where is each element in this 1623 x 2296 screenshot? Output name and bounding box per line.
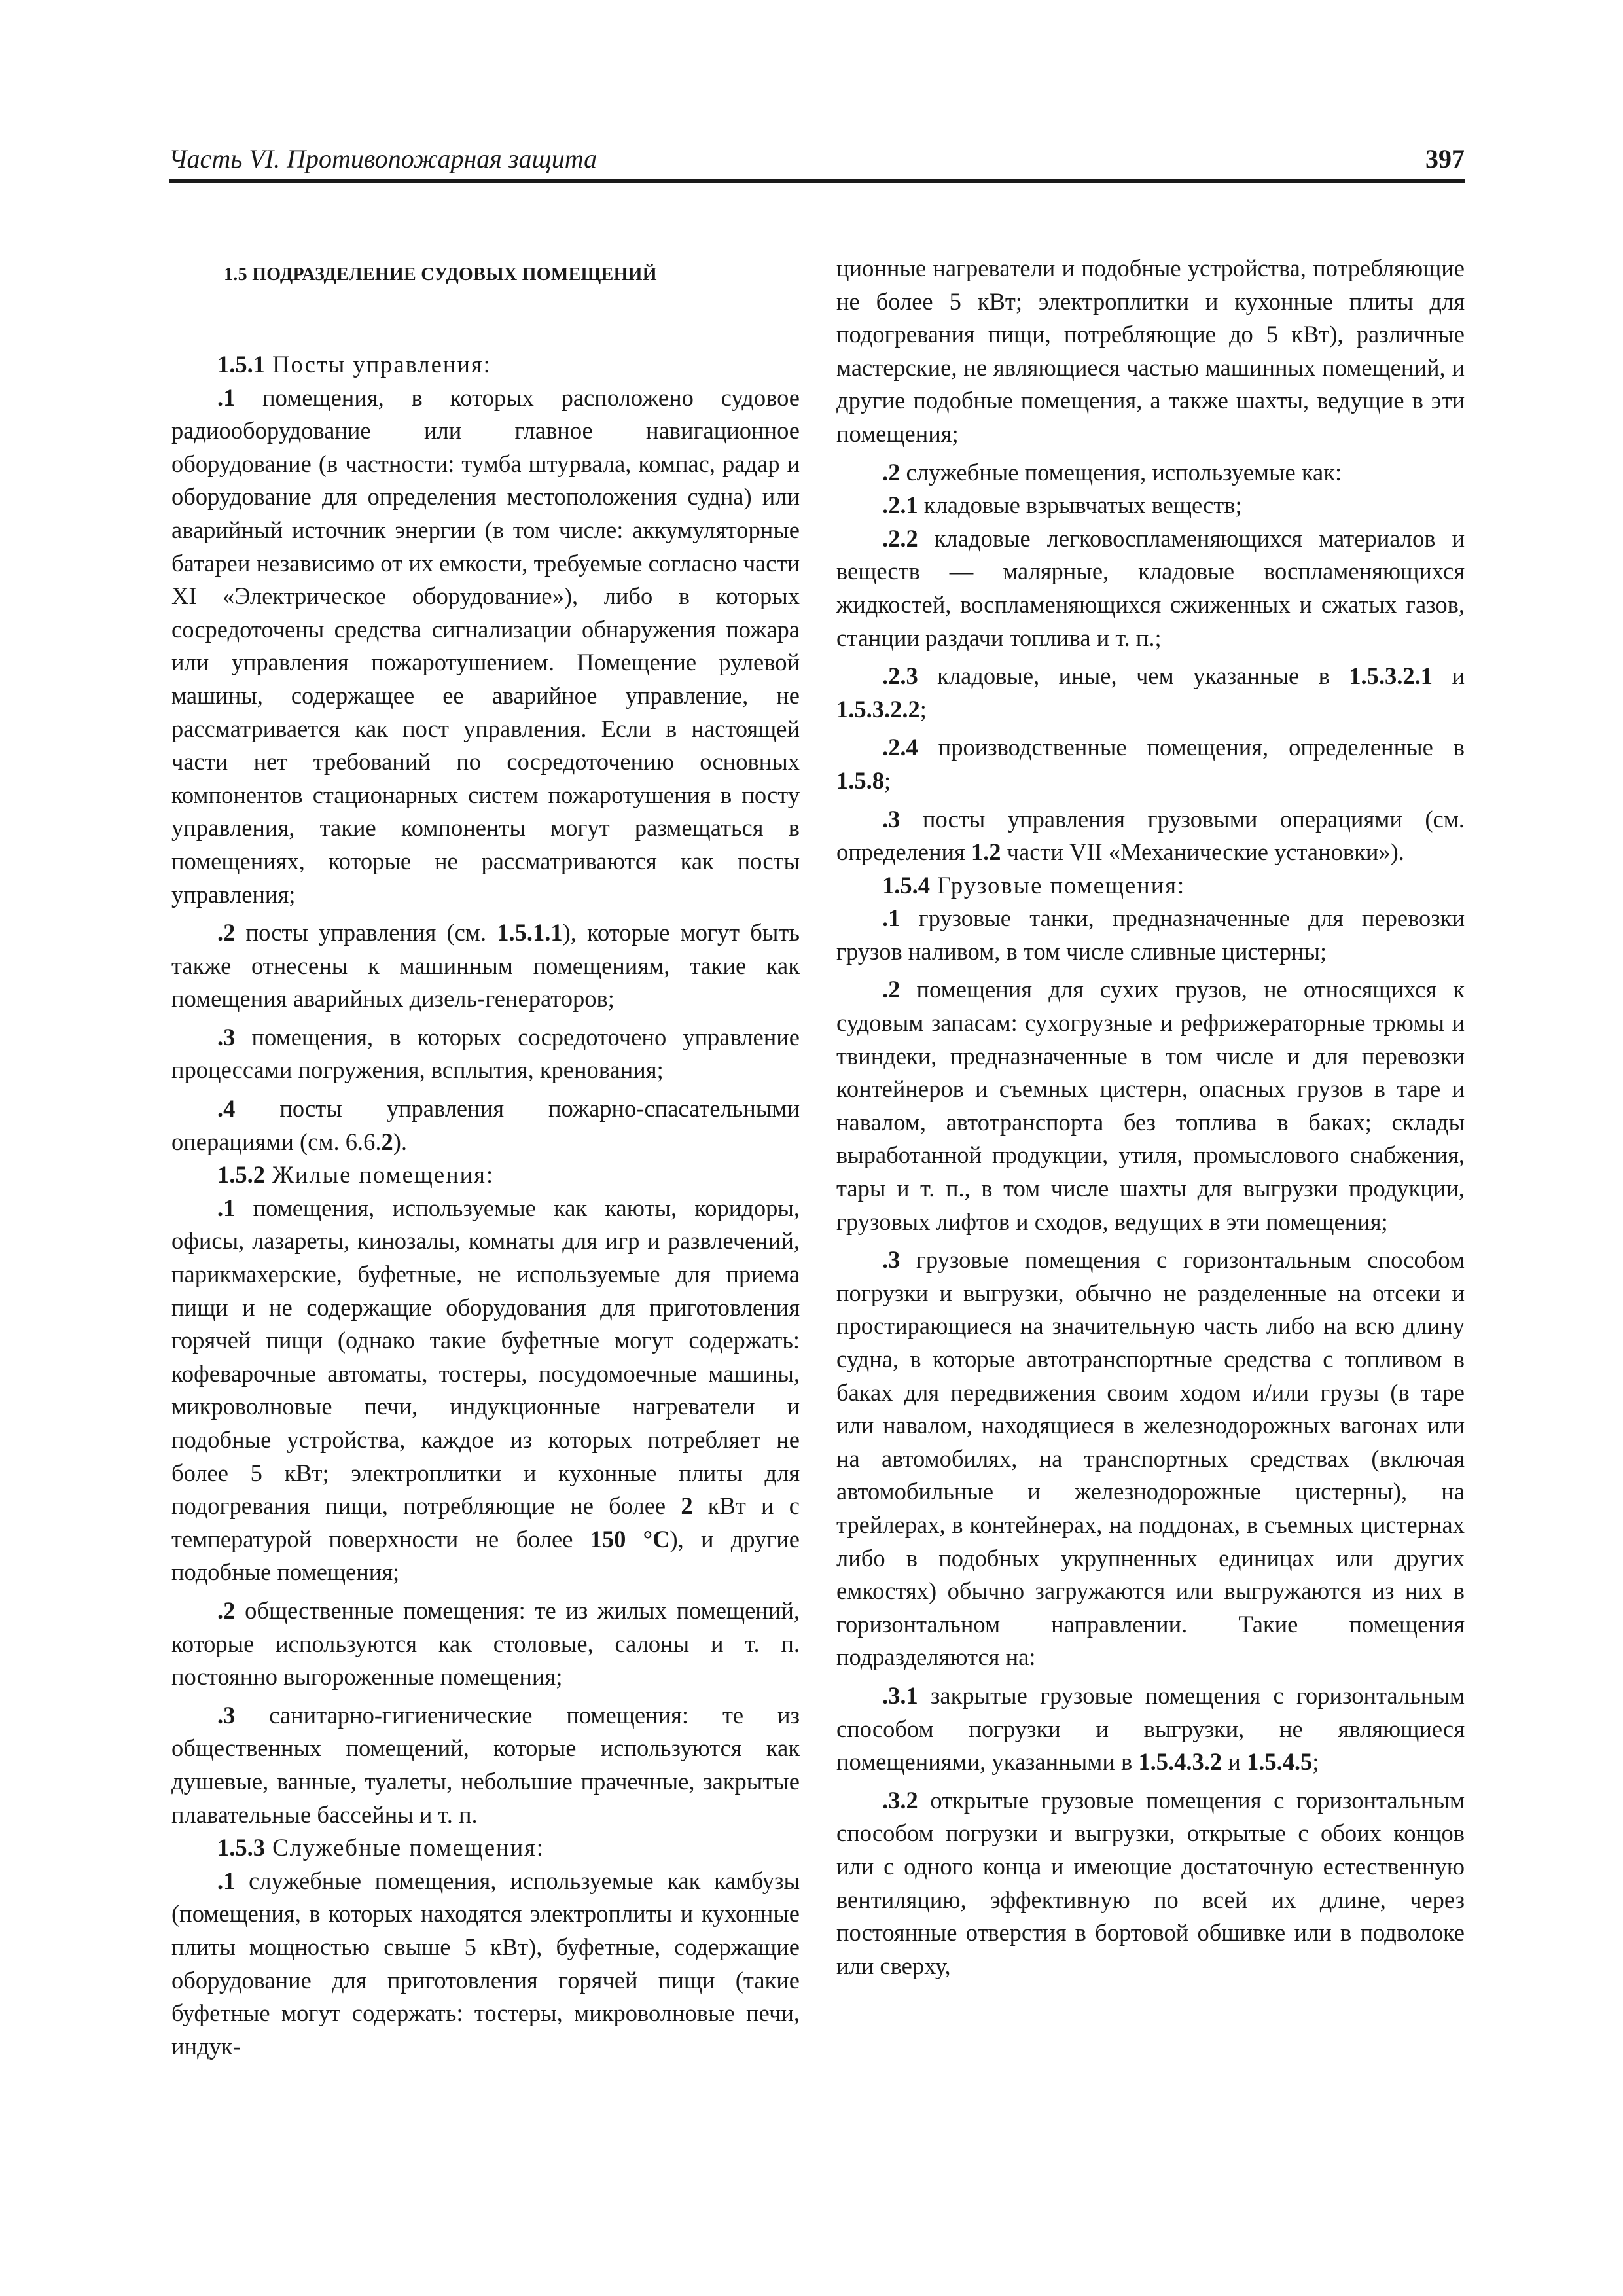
paragraph-text: служебные помещения, используемые как камбузы (помещения, в которых находятся электроплиты и кухонные плиты мощностью свыше 5 кВт), буфетные, содержащие оборудование для приготовления горячей пищи (такие буфетные могут содержать: тостеры, микроволновые печи, индук-: [171, 1867, 800, 2060]
paragraph-text: ;: [1312, 1748, 1319, 1776]
cross-reference: 1.2: [971, 838, 1001, 866]
paragraph-text: грузовые помещения с горизонтальным способом погрузки и выгрузки, обычно не разделенные на отсеки и простирающиеся на значительную часть либо на всю длину судна, в которые автотранспортные средства с топливом в баках для передвижения своим ходом и/или грузы (в таре или навалом, находящиеся в железнодорожных вагонах или на автомобилях, на транспортных средствах (включая автомобильные и железнодорожные цистерны), на трейлерах, в контейнерах, на поддонах, в съемных цистернах либо в подобных укрупненных единицах или других емкостях) обычно загружаются или выгружаются из них в горизонтальном направлении. Такие помещения подразделяются на:: [836, 1246, 1465, 1671]
cross-reference: 1.5.3.2.2: [836, 695, 920, 723]
left-column: [171, 252, 800, 2063]
item-number: .4: [217, 1095, 236, 1122]
item-number: .2.2: [882, 524, 918, 552]
cross-reference: 1.5.1.1: [497, 919, 563, 946]
subsection-number: 1.5.1: [217, 351, 265, 378]
item-number: .1: [217, 1194, 236, 1221]
paragraph: [836, 660, 1465, 726]
subsection-name: Служебные помещения:: [265, 1834, 545, 1861]
paragraph: [171, 1865, 800, 2064]
paragraph-text: помещения, в которых расположено судовое радиооборудование или главное навигационное оборудование (в частности: тумба штурвала, компас, радар и оборудование для определения местоположения судна) или аварийный источник энергии (в том числе: аккумуляторные батареи независимо от их емкости, требуемые согласно части XI «Электрическое оборудование»), либо в которых сосредоточены средства сигнализации обнаружения пожара или управления пожаротушением. Помещение рулевой машины, содержащее ее аварийное управление, не рассматривается как пост управления. Если в настоящей части нет требований по сосредоточению основных компонентов стационарных систем пожаротушения в посту управления, такие компоненты могут размещаться в помещениях, которые не рассматриваются как посты управления;: [171, 384, 800, 908]
paragraph-text: посты управления (см.: [235, 919, 497, 946]
cross-reference: 1.5.3.2.1: [1349, 662, 1433, 690]
item-number: .3: [217, 1701, 236, 1729]
header-title: Часть VI. Противопожарная защита: [169, 144, 597, 173]
value: 2: [681, 1492, 693, 1520]
paragraph-continuation: [836, 252, 1465, 451]
subsection-name: Посты управления:: [265, 351, 491, 378]
subsection-title-1-5-1: [171, 348, 800, 382]
item-number: .2: [217, 919, 236, 946]
item-number: .3: [882, 1246, 901, 1274]
item-number: .2.3: [882, 662, 918, 690]
paragraph: [836, 1784, 1465, 1983]
paragraph-text: грузовые танки, предназначенные для перевозки грузов наливом, в том числе сливные цистерны;: [836, 905, 1465, 965]
item-number: .2.4: [882, 734, 918, 761]
paragraph-text: помещения, в которых сосредоточено управление процессами погружения, всплытия, кренования;: [171, 1023, 800, 1084]
paragraph: [171, 916, 800, 1016]
item-number: .2: [217, 1596, 236, 1624]
value: 150 °С: [590, 1525, 670, 1552]
paragraph-text: посты управления грузовыми операциями (см. определения: [836, 805, 1465, 866]
paragraph-text: и: [1433, 662, 1465, 690]
item-number: .2: [882, 976, 901, 1003]
paragraph-text: и: [1222, 1748, 1247, 1776]
paragraph: [171, 1699, 800, 1831]
paragraph-text: ционные нагреватели и подобные устройства, потребляющие не более 5 кВт; электроплитки и кухонные плиты для подогревания пищи, потребляющие до 5 кВт), различные мастерские, не являющиеся частью машинных помещений, и другие подобные помещения, а также шахты, ведущие в эти помещения;: [836, 255, 1465, 447]
paragraph-text: ), которые могут быть также отнесены к машинным помещениям, такие как помещения аварийных дизель-генераторов;: [171, 919, 800, 1013]
paragraph-text: закрытые грузовые помещения с горизонтальным способом погрузки и выгрузки, не являющиеся помещениями, указанными в: [836, 1681, 1465, 1776]
paragraph-text: посты управления пожарно-спасательными операциями (см. 6.6.: [171, 1095, 800, 1155]
paragraph-text: помещения для сухих грузов, не относящихся к судовым запасам: сухогрузные и рефрижераторные трюмы и твиндеки, предназначенные в том числе и для перевозки контейнеров и съемных цистерн, опасных грузов в таре и навалом, автотранспорта без топлива в баках; склады выработанной продукции, утиля, промыслового снабжения, тары и т. п., в том числе шахты для выгрузки продукции, грузовых лифтов и сходов, ведущих в эти помещения;: [836, 976, 1465, 1235]
paragraph-text: помещения, используемые как каюты, коридоры, офисы, лазареты, кинозалы, комнаты для игр и развлечений, парикмахерские, буфетные, не используемые для приема пищи и не содержащие оборудования для приготовления горячей пищи (однако такие буфетные могут содержать: кофеварочные автоматы, тостеры, посудомоечные машины, микроволновые печи, индукционные нагреватели и подобные устройства, каждое из которых потребляет не более 5 кВт; электроплитки и кухонные плиты для подогревания пищи, потребляющие не более: [171, 1194, 800, 1520]
paragraph: [836, 489, 1465, 522]
paragraph: [836, 803, 1465, 869]
paragraph: [171, 1021, 800, 1087]
paragraph-text: санитарно-гигиенические помещения: те из общественных помещений, которые используются как душевые, ванные, туалеты, небольшие прачечные, закрытые плавательные бассейны и т. п.: [171, 1701, 800, 1828]
paragraph: [836, 731, 1465, 797]
right-column: [836, 252, 1465, 1982]
subsection-number: 1.5.4: [882, 871, 930, 899]
subsection-name: Грузовые помещения:: [930, 871, 1186, 899]
page-number: 397: [1425, 144, 1465, 173]
paragraph-text: общественные помещения: те из жилых помещений, которые используются как столовые, салоны и т. п. постоянно выгороженные помещения;: [171, 1596, 800, 1691]
cross-reference: 2: [381, 1128, 393, 1155]
item-number: .3: [882, 805, 901, 833]
running-header: [169, 140, 1465, 183]
cross-reference: 1.5.4.5: [1246, 1748, 1313, 1776]
paragraph-text: ;: [884, 766, 891, 794]
subsection-title-1-5-3: [171, 1831, 800, 1865]
paragraph: [171, 1192, 800, 1589]
paragraph: [171, 382, 800, 912]
paragraph: [836, 456, 1465, 490]
subsection-title-1-5-4: [836, 869, 1465, 903]
paragraph: [836, 1679, 1465, 1779]
cross-reference: 1.5.8: [836, 766, 884, 794]
paragraph-text: кладовые, иные, чем указанные в: [918, 662, 1349, 690]
paragraph: [171, 1594, 800, 1694]
paragraph-text: открытые грузовые помещения с горизонтальным способом погрузки и выгрузки, открытые с обоих концов или с одного конца и имеющие достаточную естественную вентиляцию, эффективную по всей их длине, через постоянные отверстия в бортовой обшивке или в подволоке или сверху,: [836, 1786, 1465, 1979]
paragraph: [171, 1092, 800, 1158]
paragraph: [836, 902, 1465, 968]
item-number: .3.2: [882, 1786, 918, 1814]
item-number: .2.1: [882, 492, 918, 519]
paragraph-text: кВт и с температурой поверхности не более: [171, 1492, 800, 1552]
paragraph: [836, 973, 1465, 1238]
section-heading: 1.5 ПОДРАЗДЕЛЕНИЕ СУДОВЫХ ПОМЕЩЕНИЙ: [224, 264, 657, 285]
paragraph-text: ), и другие подобные помещения;: [171, 1525, 800, 1586]
paragraph: [836, 1244, 1465, 1674]
paragraph-text: части VII «Механические установки»).: [1001, 838, 1404, 866]
paragraph-text: производственные помещения, определенные в: [918, 734, 1465, 761]
paragraph-text: кладовые взрывчатых веществ;: [918, 492, 1242, 519]
cross-reference: 1.5.4.3.2: [1138, 1748, 1222, 1776]
subsection-number: 1.5.2: [217, 1161, 265, 1189]
subsection-number: 1.5.3: [217, 1834, 265, 1861]
paragraph-text: ).: [393, 1128, 408, 1155]
paragraph-text: ;: [919, 695, 927, 723]
item-number: .3.1: [882, 1681, 918, 1709]
item-number: .1: [882, 905, 901, 932]
item-number: .3: [217, 1023, 236, 1050]
item-number: .1: [217, 1867, 236, 1894]
item-number: .2: [882, 458, 901, 486]
item-number: .1: [217, 384, 236, 411]
paragraph-text: кладовые легковоспламеняющихся материалов и веществ — малярные, кладовые воспламеняющихся жидкостей, воспламеняющихся сжиженных и сжатых газов, станции раздачи топлива и т. п.;: [836, 524, 1465, 651]
subsection-title-1-5-2: [171, 1158, 800, 1192]
paragraph: [836, 522, 1465, 655]
subsection-name: Жилые помещения:: [265, 1161, 495, 1189]
paragraph-text: служебные помещения, используемые как:: [900, 458, 1342, 486]
